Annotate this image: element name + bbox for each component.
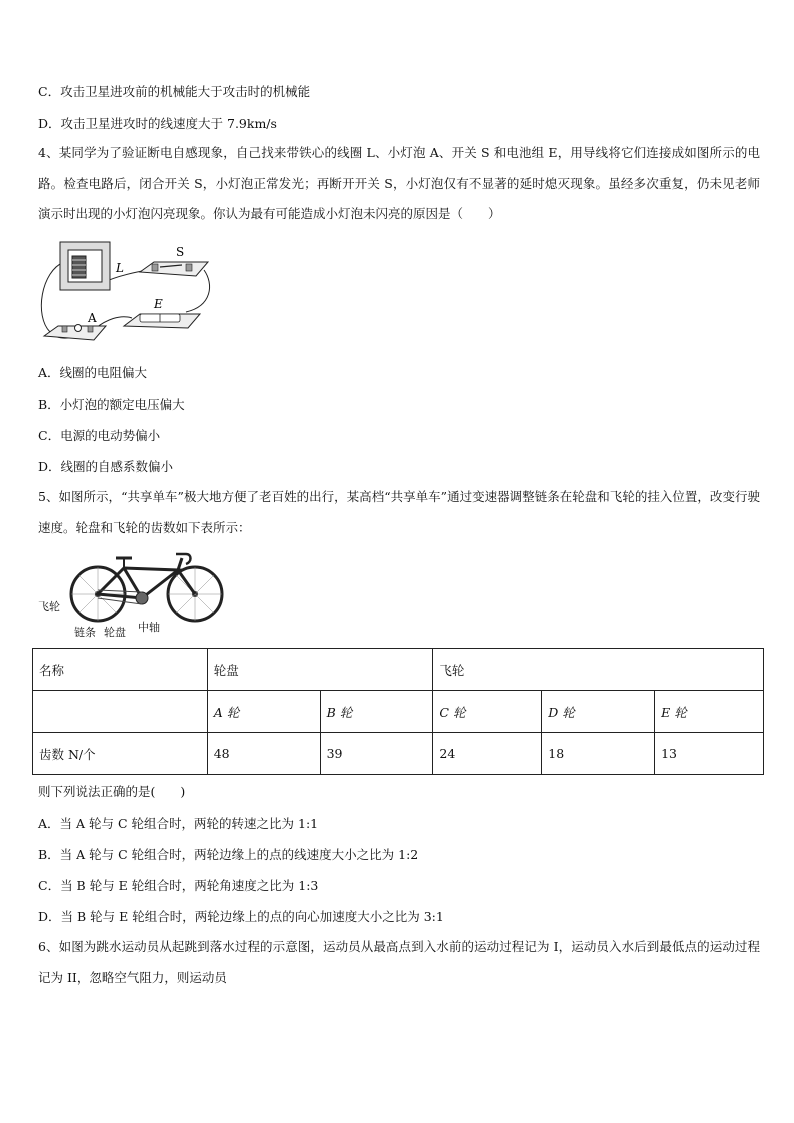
gear-teeth-table [32,648,764,775]
teeth-b: 39 [320,733,433,775]
switch [140,262,208,276]
q4-stem: 4、某同学为了验证断电自感现象，自己找来带铁心的线圈 L、小灯泡 A、开关 S 和电池组 E，用导线将它们连接成如图所示的电路。检查电路后，闭合开关 S，小灯泡正常发光；再断开开关 S，小灯泡仅有不显著的延时熄灭现象。虽经多次重复，仍未见老师演示时出现的小灯泡闪亮现象。你认为最有可能造成小灯泡未闪亮的原因是（ ） [38,145,760,221]
label-E: E [154,297,163,311]
q5-prompt: 则下列说法正确的是( ) [38,784,186,799]
wheel-e: E 轮 [655,691,764,733]
label-chain: 链条 [74,626,96,639]
wire [186,270,210,312]
q4-option-c: C．电源的电动势偏小 [38,428,161,443]
table-row [33,733,764,775]
chainring-gear [136,592,148,604]
bicycle-illustration [60,548,230,628]
q5-option-c: C．当 B 轮与 E 轮组合时，两轮角速度之比为 1:3 [38,878,319,893]
frame [98,558,195,598]
table-cell-empty [33,691,208,733]
header-flywheel: 飞轮 [433,649,764,691]
teeth-d: 18 [542,733,655,775]
table-row [33,691,764,733]
label-flywheel: 飞轮 [38,600,60,613]
wheel-d: D 轮 [542,691,655,733]
wheel-b: B 轮 [320,691,433,733]
header-name: 名称 [33,649,208,691]
lamp [44,325,106,341]
handlebar [176,554,191,564]
q4-option-d: D．线圈的自感系数偏小 [38,459,174,474]
q3-option-c: C．攻击卫星进攻前的机械能大于攻击时的机械能 [38,84,311,99]
label-S: S [176,245,185,259]
circuit-diagram [36,236,216,348]
q4-option-b: B．小灯泡的额定电压偏大 [38,397,185,412]
q4-option-a: A．线圈的电阻偏大 [38,365,148,380]
teeth-c: 24 [433,733,542,775]
coil-with-core [60,242,110,290]
label-axle: 中轴 [138,621,160,634]
q5-stem: 5、如图所示，“共享单车”极大地方便了老百姓的出行，某高档“共享单车”通过变速器调整链条在轮盘和飞轮的挂入位置，改变行驶速度。轮盘和飞轮的齿数如下表所示： [38,489,760,535]
q5-option-b: B．当 A 轮与 C 轮组合时，两轮边缘上的点的线速度大小之比为 1:2 [38,847,419,862]
teeth-label: 齿数 N/个 [33,733,208,775]
q5-option-a: A．当 A 轮与 C 轮组合时，两轮的转速之比为 1:1 [38,816,319,831]
label-L: L [116,261,124,275]
battery [124,314,200,328]
label-chainring: 轮盘 [104,626,126,639]
q6-stem: 6、如图为跳水运动员从起跳到落水过程的示意图，运动员从最高点到入水前的运动过程记为 I，运动员入水后到最低点的运动过程记为 II，忽略空气阻力，则运动员 [38,939,760,985]
table-row [33,649,764,691]
wheel-a: A 轮 [207,691,320,733]
q5-option-d: D．当 B 轮与 E 轮组合时，两轮边缘上的点的向心加速度大小之比为 3:1 [38,909,444,924]
label-A: A [88,311,97,325]
teeth-e: 13 [655,733,764,775]
header-chainring: 轮盘 [207,649,433,691]
wheel-c: C 轮 [433,691,542,733]
q3-option-d: D．攻击卫星进攻时的线速度大于 7.9km/s [38,116,277,131]
teeth-a: 48 [207,733,320,775]
